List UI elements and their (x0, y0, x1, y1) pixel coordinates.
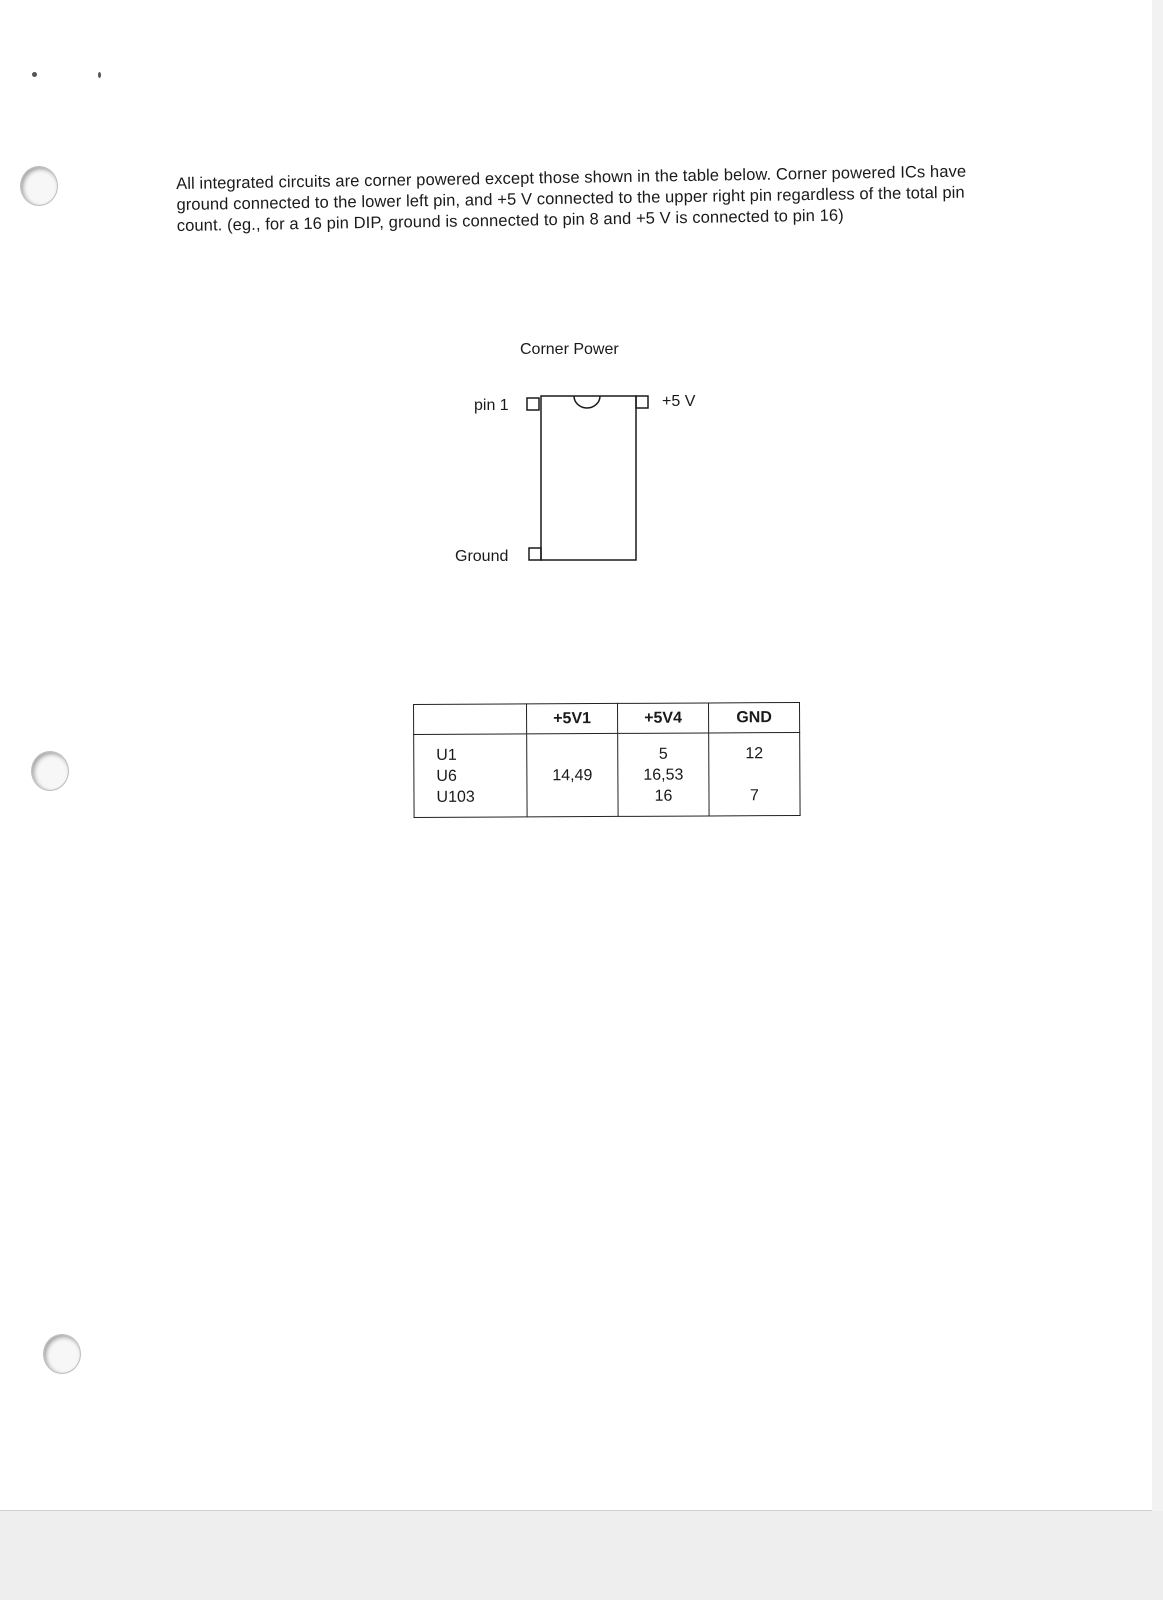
ground-label: Ground (455, 548, 509, 565)
v4-u1: 5 (658, 745, 668, 763)
gnd-u6 (709, 763, 799, 784)
scan-speck (32, 72, 37, 77)
punch-hole-middle (31, 751, 69, 791)
ref-u103: U103 (436, 788, 475, 806)
diagram-title: Corner Power (520, 341, 619, 358)
table-header-5v4: +5V4 (617, 703, 708, 733)
v4-pins-cell (618, 733, 709, 816)
v1-u1 (527, 743, 617, 764)
gnd-u1: 12 (745, 744, 764, 762)
table-header-gnd: GND (708, 702, 799, 732)
v4-u103: 16 (654, 787, 673, 805)
pin1-pad (527, 398, 539, 410)
power-pin-table (413, 702, 801, 818)
intro-paragraph: All integrated circuits are corner powered except those shown in the table below. Corner powered ICs have ground connected to the lower left pin, and +5 V connected to the upper right pin regardless of the total pin count. (eg., for a 16 pin DIP, ground is connected to pin 8 and +5 V is connected to pin 16) (176, 162, 967, 235)
v1-u6: 14,49 (552, 766, 593, 784)
v1-u103 (527, 785, 617, 806)
ref-u6: U6 (436, 767, 457, 785)
pin1-label: pin 1 (474, 397, 509, 414)
v1-pins-cell (527, 733, 618, 816)
table-row (414, 732, 800, 817)
chip-notch (574, 396, 600, 408)
punch-hole-bottom (43, 1334, 81, 1374)
ref-u1: U1 (436, 746, 457, 764)
table-header-row (414, 702, 800, 734)
chip-body (541, 396, 636, 560)
ground-pad (529, 548, 541, 560)
scan-speck (98, 72, 101, 78)
gnd-pins-cell (709, 732, 800, 815)
ref-designator-cell (414, 734, 527, 818)
scan-background (0, 1511, 1163, 1600)
vcc-pad (636, 396, 648, 408)
dip-chip-diagram (520, 392, 655, 567)
table-header-5v1: +5V1 (527, 703, 618, 733)
v4-u6: 16,53 (643, 766, 684, 784)
punch-hole-top (20, 166, 58, 206)
gnd-u103: 7 (749, 786, 759, 804)
vcc-label: +5 V (662, 393, 696, 410)
table-header-blank (414, 704, 527, 735)
